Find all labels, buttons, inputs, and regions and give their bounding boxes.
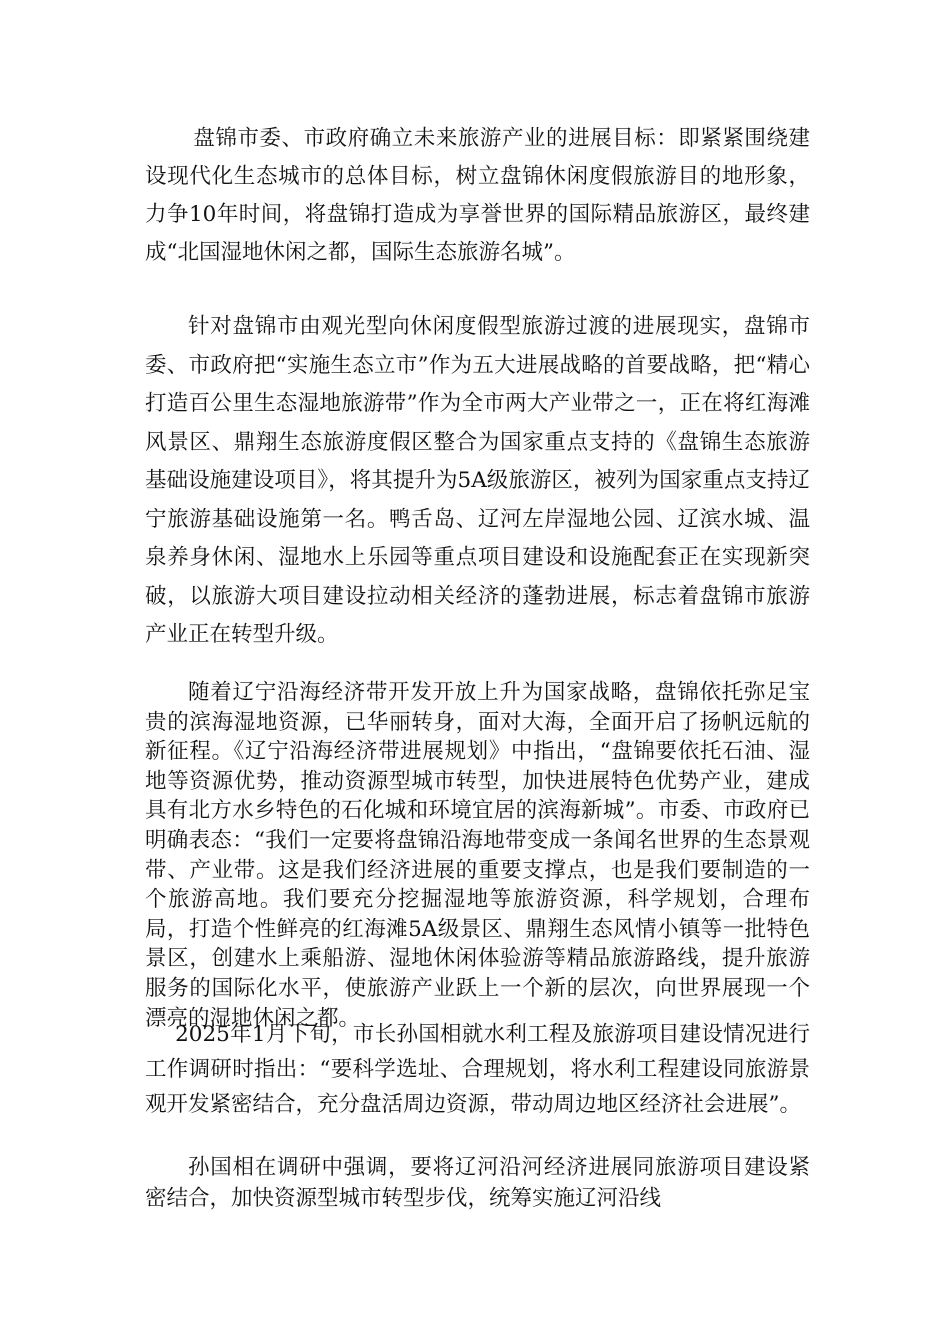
paragraph-liaohe-development: 孙国相在调研中强调，要将辽河沿河经济进展同旅游项目建设紧密结合，加快资源型城市转型步伐，统筹实施辽河沿线 [145,1155,810,1211]
paragraph-ecological-strategy: 针对盘锦市由观光型向休闲度假型旅游过渡的进展现实，盘锦市委、市政府把“实施生态立市”作为五大进展战略的首要战略，把“精心打造百公里生态湿地旅游带”作为全市两大产业带之一，正在将红海滩风景区、鼎翔生态旅游度假区整合为国家重点支持的《盘锦生态旅游基础设施建设项目》，将其提升为5A级旅游区，被列为国家重点支持辽宁旅游基础设施第一名。鸭舌岛、辽河左岸湿地公园、辽滨水城、温泉养身休闲、湿地水上乐园等重点项目建设和设施配套正在实现新突破，以旅游大项目建设拉动相关经济的蓬勃进展，标志着盘锦市旅游产业正在转型升级。 [145,314,810,647]
paragraph-tourism-goal: 盘锦市委、市政府确立未来旅游产业的进展目标：即紧紧围绕建设现代化生态城市的总体目标，树立盘锦休闲度假旅游目的地形象，力争10年时间，将盘锦打造成为享誉世界的国际精品旅游区，最终建成“北国湿地休闲之都，国际生态旅游名城”。 [145,126,810,265]
paragraph-mayor-inspection: 2025年1月下旬，市长孙国相就水利工程及旅游项目建设情况进行工作调研时指出：“要科学选址、合理规划，将水利工程建设同旅游景观开发紧密结合，充分盘活周边资源，带动周边地区经济社会进展”。 [145,1022,810,1117]
paragraph-coastal-economic-belt: 随着辽宁沿海经济带开发开放上升为国家战略，盘锦依托弥足宝贵的滨海湿地资源，已华丽转身，面对大海，全面开启了扬帆远航的新征程。《辽宁沿海经济带进展规划》中指出，“盘锦要依托石油、湿地等资源优势，推动资源型城市转型，加快进展特色优势产业，建成具有北方水乡特色的石化城和环境宜居的滨海新城”。市委、市政府已明确表态：“我们一定要将盘锦沿海地带变成一条闻名世界的生态景观带、产业带。这是我们经济进展的重要支撑点，也是我们要制造的一个旅游高地。我们要充分挖掘湿地等旅游资源，科学规划，合理布局，打造个性鲜亮的红海滩5A级景区、鼎翔生态风情小镇等一批特色景区，创建水上乘船游、湿地休闲体验游等精品旅游路线，提升旅游服务的国际化水平，使旅游产业跃上一个新的层次，向世界展现一个漂亮的湿地休闲之都。 [145,680,810,1031]
